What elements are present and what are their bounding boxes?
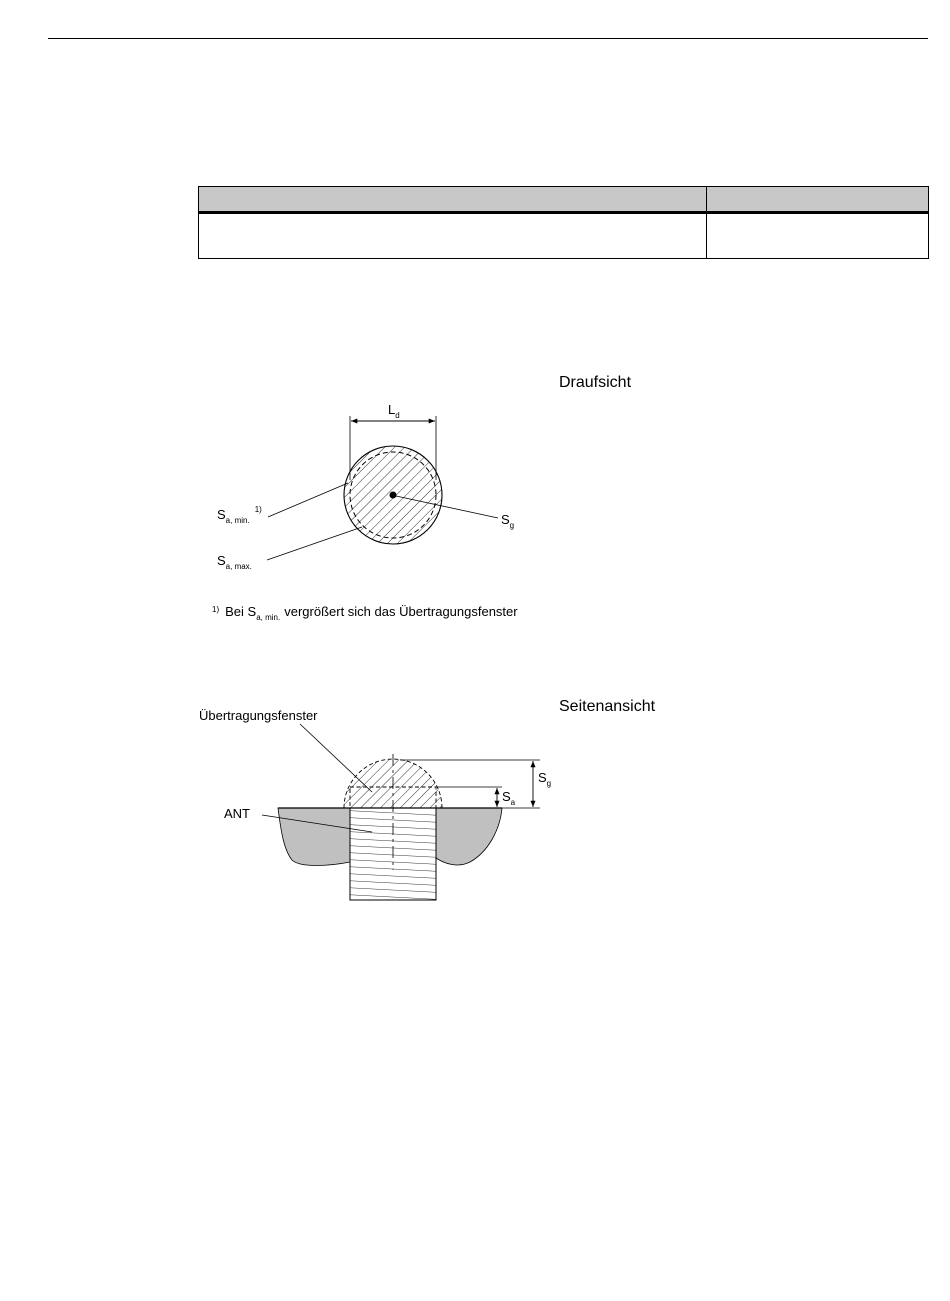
sa-min-leader: [268, 483, 348, 517]
heading-side-view: Seitenansicht: [559, 698, 656, 715]
window-label: Übertragungsfenster: [199, 708, 318, 723]
sa-max-leader: [267, 527, 362, 560]
sg-label: $S_g$: [501, 512, 515, 530]
ld-label: $L_d$: [388, 402, 400, 420]
center-point: [390, 492, 397, 499]
sa-max-label: $S_{a, max.}$: [217, 553, 252, 571]
side-sg-label: $S_g$: [538, 770, 552, 788]
side-sa-label: $S_a$: [502, 789, 516, 807]
top-view-figure: [212, 402, 518, 622]
heading-top-view: Draufsicht: [559, 374, 632, 391]
mounting-material-right: [436, 808, 502, 865]
window-leader: [300, 724, 372, 792]
ant-label: ANT: [224, 806, 250, 821]
side-view-figure: [199, 708, 551, 900]
footnote: $^{1)}$ Bei $S_{a, min.}$ vergrößert sich das Übertragungsfenster: [212, 604, 518, 622]
sa-min-label: $S_{a, min.}^{1)}$: [217, 505, 262, 525]
mounting-material-left: [278, 808, 350, 866]
